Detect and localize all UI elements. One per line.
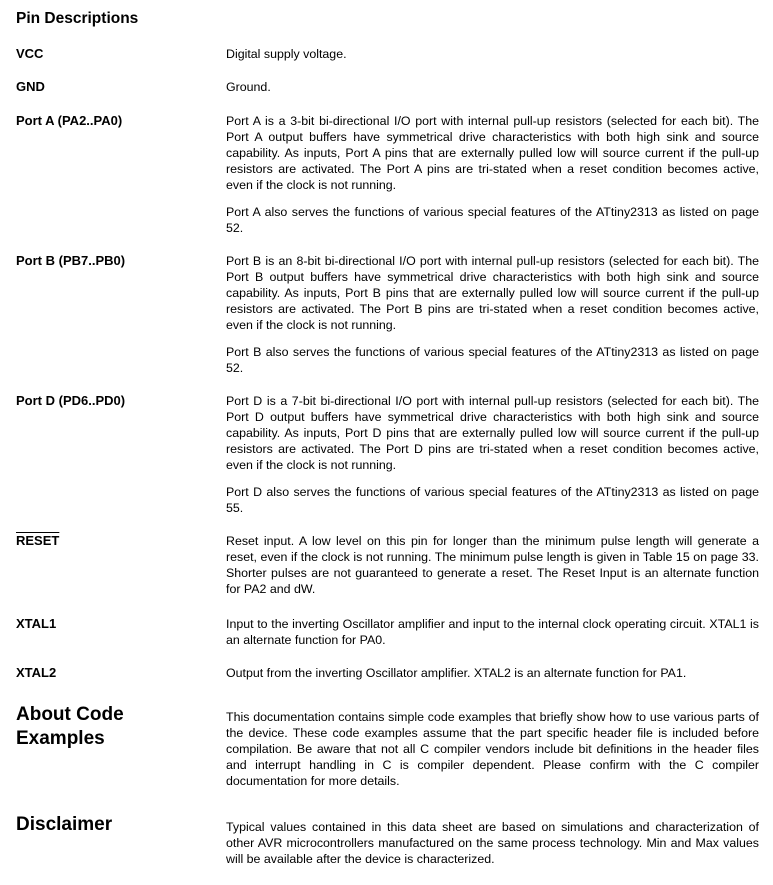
disclaimer-title: Disclaimer: [16, 814, 113, 835]
pin-name-port-a: Port A (PA2..PA0): [16, 113, 123, 128]
pin-desc-reset: Reset input. A low level on this pin for longer than the minimum pulse length will generate a reset, even if the clock is not running. The minimum pulse length is given in Table 15 on page 33. Shorter pulses are not guaranteed to generate a reset. The Reset Input is an alternate function for PA2 and dW.: [226, 534, 759, 596]
about-text: This documentation contains simple code examples that briefly show how to use various parts of the device. These code examples assume that the part specific header file is included before compilation. Be aware that not all C compiler vendors include bit definitions in the header files and interrupt handling in C is compiler dependent. Please confirm with the C compiler documentation for more details.: [226, 710, 759, 788]
pin-name-port-d: Port D (PD6..PD0): [16, 393, 126, 408]
pin-desc-xtal2: Output from the inverting Oscillator amplifier. XTAL2 is an alternate function for PA1.: [226, 666, 687, 680]
pin-name-xtal1: XTAL1: [16, 616, 57, 631]
pin-desc-port-d: Port D is a 7-bit bi-directional I/O port with internal pull-up resistors (selected for each bit). The Port D output buffers have symmetrical drive characteristics with both high sink and source capability. As inputs, Port D pins that are externally pulled low will source current if the pull-up resistors are activated. The Port D pins are tri-stated when a reset condition becomes active, even if the clock is not running.: [226, 394, 759, 472]
pin-name-vcc: VCC: [16, 46, 44, 61]
disclaimer-text: Typical values contained in this data sheet are based on simulations and characterization of other AVR microcontrollers manufactured on the same process technology. Min and Max values will be available after the device is characterized.: [226, 820, 759, 866]
pin-desc-xtal1: Input to the inverting Oscillator amplifier and input to the internal clock operating circuit. XTAL1 is an alternate function for PA0.: [226, 617, 759, 647]
pin-desc-port-a: Port A is a 3-bit bi-directional I/O port with internal pull-up resistors (selected for each bit). The Port A output buffers have symmetrical drive characteristics with both high sink and source capability. As inputs, Port A pins that are externally pulled low will source current if the pull-up resistors are activated. The Port A pins are tri-stated when a reset condition becomes active, even if the clock is not running.: [226, 114, 759, 192]
about-title: About Code Examples: [16, 704, 124, 749]
section-title: Pin Descriptions: [16, 10, 139, 27]
pin-name-xtal2: XTAL2: [16, 665, 57, 680]
pin-desc-port-d-functions: Port D also serves the functions of various special features of the ATtiny2313 as listed on page 55.: [226, 485, 759, 515]
pin-name-port-b: Port B (PB7..PB0): [16, 253, 126, 268]
pin-desc-port-b-functions: Port B also serves the functions of various special features of the ATtiny2313 as listed on page 52.: [226, 345, 759, 375]
pin-desc-port-b: Port B is an 8-bit bi-directional I/O port with internal pull-up resistors (selected for each bit). The Port B output buffers have symmetrical drive characteristics with both high sink and source capability. As inputs, Port B pins that are externally pulled low will source current if the pull-up resistors are activated. The Port B pins are tri-stated when a reset condition becomes active, even if the clock is not running.: [226, 254, 759, 332]
pin-desc-vcc: Digital supply voltage.: [226, 47, 347, 61]
pin-name-reset: RESET: [16, 533, 60, 548]
pin-desc-port-a-functions: Port A also serves the functions of various special features of the ATtiny2313 as listed on page 52.: [226, 205, 759, 235]
pin-desc-gnd: Ground.: [226, 80, 271, 94]
pin-name-gnd: GND: [16, 79, 45, 94]
